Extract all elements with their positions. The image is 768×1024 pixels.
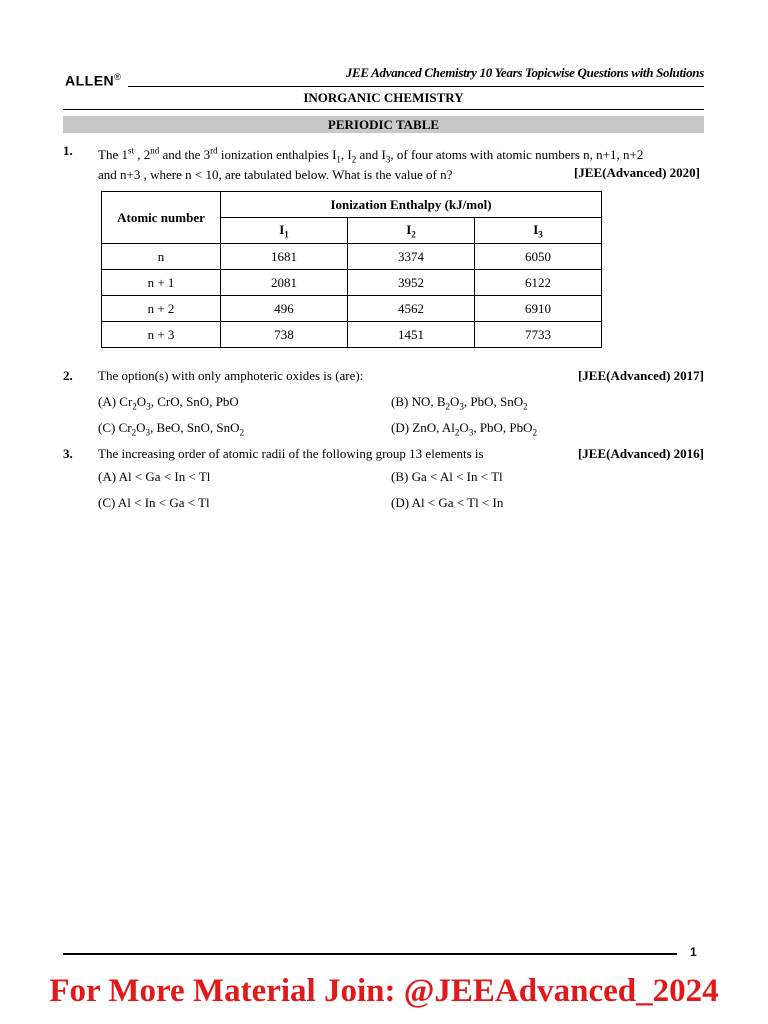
question-2-reference: [JEE(Advanced) 2017]	[577, 368, 704, 383]
header-rule	[128, 86, 704, 87]
publisher-logo: ALLEN®	[65, 72, 122, 89]
option-a: (A) Al < Ga < In < Tl	[98, 469, 211, 484]
question-number: 1.	[63, 143, 73, 158]
question-1-text: The 1st , 2nd and the 3rd ionization enthalpies $I_1$, $I_2$ and $I_3$, of four atoms with atomic numbers n, n+1, n+2	[98, 146, 644, 165]
option-d: (D) ZnO, $Al_2O_3$, PbO, PbO$_2$	[391, 420, 538, 438]
table-row: n + 3 738 1451 7733	[102, 322, 602, 348]
question-number: 3.	[63, 446, 73, 461]
question-3-reference: [JEE(Advanced) 2016]	[577, 446, 704, 461]
table-row: n 1681 3374 6050	[102, 244, 602, 270]
question-number: 2.	[63, 368, 73, 383]
question-2-text: The option(s) with only amphoteric oxides is (are):	[98, 368, 364, 383]
ionization-enthalpy-header: Ionization Enthalpy (kJ/mol)	[221, 192, 602, 218]
question-1-line-2: and n+3 , where n < 10, are tabulated below. What is the value of n?	[98, 167, 453, 182]
i1-header: $I_1$	[221, 218, 348, 244]
promo-banner[interactable]: For More Material Join: @JEEAdvanced_2024	[49, 973, 719, 1009]
subject-rule	[63, 109, 704, 110]
footer-rule	[63, 953, 677, 955]
atomic-number-header: Atomic number	[102, 192, 221, 244]
book-title: JEE Advanced Chemistry 10 Years Topicwise Questions with Solutions	[345, 65, 704, 80]
subject-heading: INORGANIC CHEMISTRY	[303, 90, 464, 105]
page-number: 1	[690, 945, 697, 959]
i2-header: $I_2$	[348, 218, 475, 244]
question-3-text: The increasing order of atomic radii of the following group 13 elements is	[98, 446, 484, 461]
option-b: (B) Ga < Al < In < Tl	[391, 469, 503, 484]
table-row: n + 2 496 4562 6910	[102, 296, 602, 322]
question-1-reference: [JEE(Advanced) 2020]	[573, 165, 700, 180]
section-heading: PERIODIC TABLE	[63, 116, 704, 133]
option-c: (C) $Cr_2O_3$, BeO, SnO, SnO$_2$	[98, 420, 245, 438]
option-a: (A) $Cr_2O_3$, CrO, SnO, PbO	[98, 394, 239, 412]
option-b: (B) NO, $B_2O_3$, PbO, SnO$_2$	[391, 394, 528, 412]
i3-header: $I_3$	[475, 218, 602, 244]
option-d: (D) Al < Ga < Tl < In	[391, 495, 504, 510]
option-c: (C) Al < In < Ga < Tl	[98, 495, 210, 510]
table-row: n + 1 2081 3952 6122	[102, 270, 602, 296]
ionization-enthalpy-table	[101, 191, 602, 348]
